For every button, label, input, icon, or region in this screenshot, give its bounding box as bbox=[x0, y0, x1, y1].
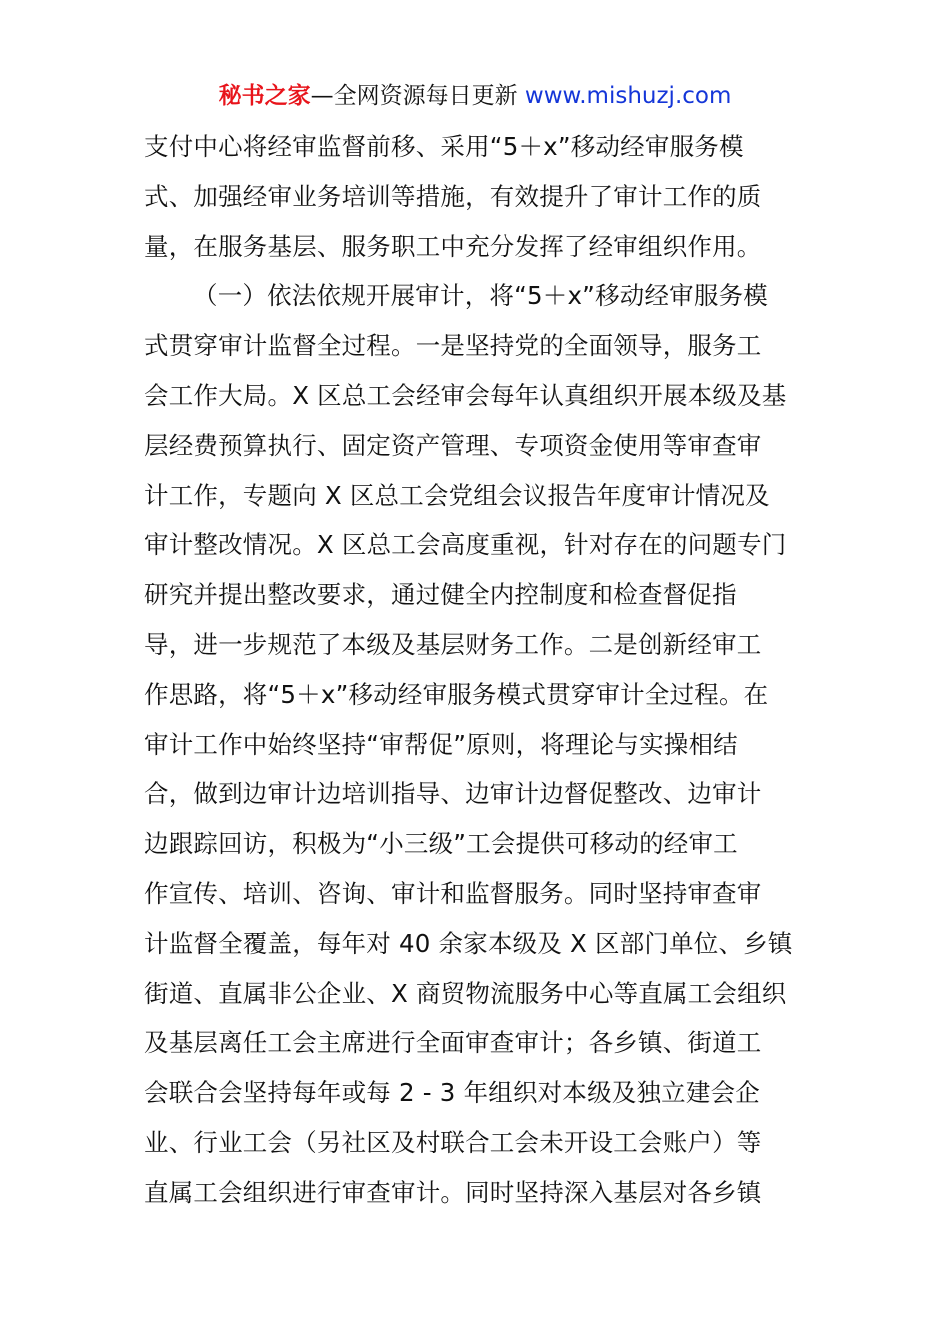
text-line: 业、行业工会（另社区及村联合工会未开设工会账户）等 bbox=[144, 1127, 762, 1157]
page-header bbox=[0, 80, 950, 112]
section-heading-line: （一）依法依规开展审计，将“5＋x”移动经审服务模 bbox=[193, 281, 768, 311]
text-line: 层经费预算执行、固定资产管理、专项资金使用等审查审 bbox=[144, 430, 762, 460]
text-line: 作思路，将“5＋x”移动经审服务模式贯穿审计全过程。在 bbox=[144, 679, 769, 709]
site-tagline: —全网资源每日更新 bbox=[310, 83, 525, 109]
text-line: 合，做到边审计边培训指导、边审计边督促整改、边审计 bbox=[144, 779, 762, 809]
text-line: 支付中心将经审监督前移、采用“5＋x”移动经审服务模 bbox=[144, 132, 744, 161]
text-line: 边跟踪回访，积极为“小三级”工会提供可移动的经审工 bbox=[144, 829, 738, 859]
text-line: 计工作，专题向 X 区总工会党组会议报告年度审计情况及 bbox=[144, 480, 770, 510]
text-line: 计监督全覆盖，每年对 40 余家本级及 X 区部门单位、乡镇 bbox=[144, 928, 793, 958]
text-line: 会联合会坚持每年或每 2 - 3 年组织对本级及独立建会企 bbox=[144, 1078, 760, 1108]
text-line: 作宣传、培训、咨询、审计和监督服务。同时坚持审查审 bbox=[144, 878, 762, 908]
document-body bbox=[144, 122, 824, 1218]
site-brand: 秘书之家 bbox=[218, 83, 311, 109]
text-line: 导，进一步规范了本级及基层财务工作。二是创新经审工 bbox=[144, 629, 762, 659]
site-url-link[interactable]: www.mishuzj.com bbox=[524, 83, 732, 109]
text-line: 街道、直属非公企业、X 商贸物流服务中心等直属工会组织 bbox=[144, 978, 787, 1008]
text-line: 审计整改情况。X 区总工会高度重视，针对存在的问题专门 bbox=[144, 530, 787, 560]
text-line: 研究并提出整改要求，通过健全内控制度和检查督促指 bbox=[144, 580, 737, 610]
text-line: 式贯穿审计监督全过程。一是坚持党的全面领导，服务工 bbox=[144, 331, 762, 361]
text-line: 及基层离任工会主席进行全面审查审计；各乡镇、街道工 bbox=[144, 1028, 762, 1058]
text-line: 审计工作中始终坚持“审帮促”原则，将理论与实操相结 bbox=[144, 729, 738, 759]
text-line: 式、加强经审业务培训等措施，有效提升了审计工作的质 bbox=[144, 181, 762, 211]
text-line: 会工作大局。X 区总工会经审会每年认真组织开展本级及基 bbox=[144, 380, 787, 410]
text-line: 直属工会组织进行审查审计。同时坚持深入基层对各乡镇 bbox=[144, 1177, 762, 1207]
text-line: 量，在服务基层、服务职工中充分发挥了经审组织作用。 bbox=[144, 231, 762, 261]
